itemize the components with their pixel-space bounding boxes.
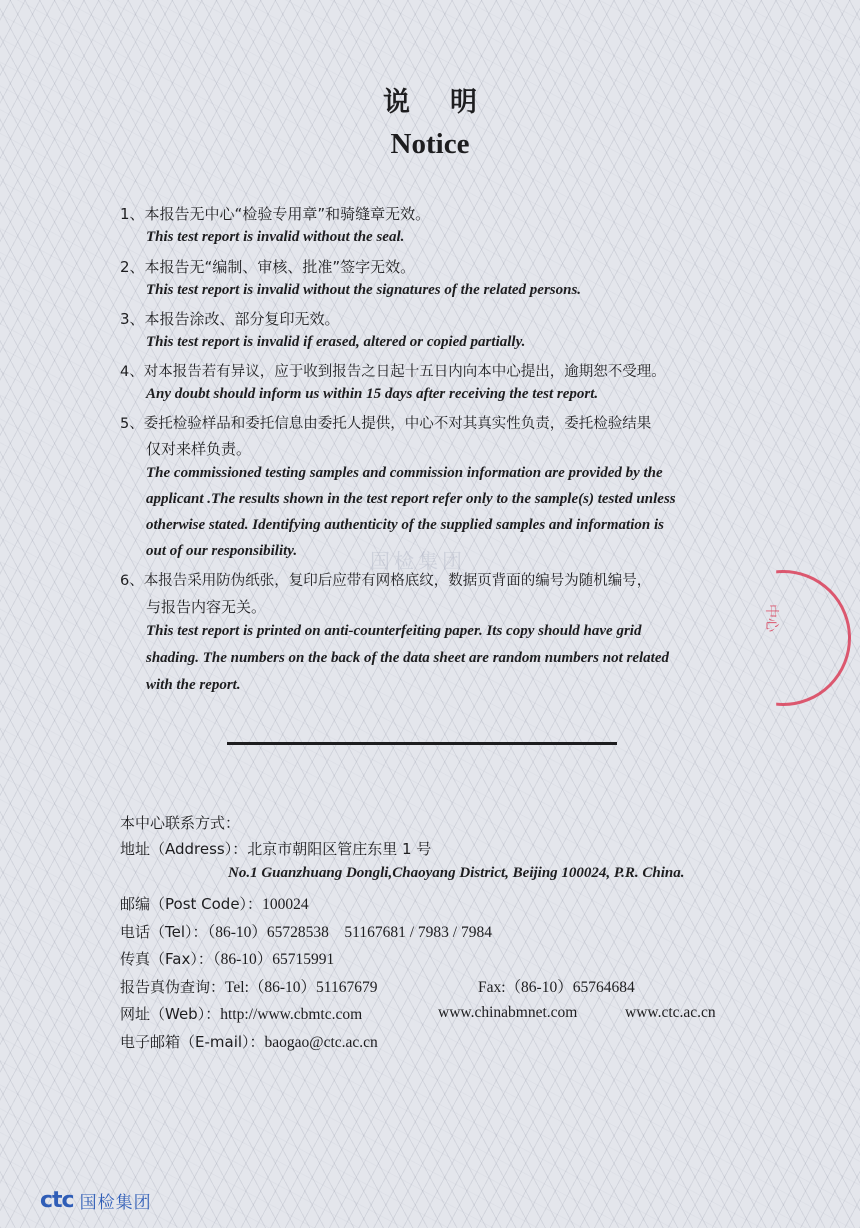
item-6-en-line-3: with the report. <box>146 677 241 693</box>
item-4-en: Any doubt should inform us within 15 days after receiving the test report. <box>146 386 599 402</box>
item-2-cn: 2、本报告无“编制、审核、批准”签字无效。 <box>120 258 416 276</box>
item-5-en-line-1: The commissioned testing samples and commission information are provided by the <box>146 465 663 481</box>
item-6-en-line-1: This test report is printed on anti-counterfeiting paper. Its copy should have grid <box>146 623 642 639</box>
item-1-cn: 1、本报告无中心“检验专用章”和骑缝章无效。 <box>120 205 431 223</box>
watermark: 国检集团 <box>370 549 466 573</box>
divider-line <box>227 742 617 745</box>
item-6-en-line-2: shading. The numbers on the back of the data sheet are random numbers not related <box>146 650 669 666</box>
title-english: Notice <box>390 128 470 160</box>
verify-row <box>120 975 377 997</box>
postcode-label: 邮编（Post Code）： <box>120 895 263 913</box>
address-label: 地址（Address）： <box>120 840 248 858</box>
item-5-cn-line-1: 5、委托检验样品和委托信息由委托人提供，中心不对其真实性负责，委托检验结果 <box>120 416 652 432</box>
web-row <box>120 1003 362 1024</box>
email-row <box>120 1031 378 1052</box>
tel-row <box>120 920 492 942</box>
fax-row <box>120 947 334 969</box>
fax-label: 传真（Fax）： <box>120 950 213 968</box>
item-3-en: This test report is invalid if erased, altered or copied partially. <box>146 334 526 350</box>
web-link-1[interactable]: http://www.cbmtc.com <box>220 1006 363 1023</box>
web-label: 网址（Web）： <box>120 1005 221 1023</box>
item-5-en-line-3: otherwise stated. Identifying authenticity of the supplied samples and information is <box>146 517 664 533</box>
verify-tel: Tel:（86-10）51167679 <box>225 979 378 996</box>
ctc-logo-text: 国检集团 <box>79 1193 152 1213</box>
postcode-value: 100024 <box>262 896 309 913</box>
address-row <box>120 838 431 859</box>
verify-fax-cell <box>478 975 635 997</box>
ctc-logo-mark: ctc <box>40 1188 74 1213</box>
item-3-cn: 3、本报告涂改、部分复印无效。 <box>120 310 340 328</box>
red-seal-stamp <box>715 570 851 706</box>
item-5-cn-line-2: 仅对来样负责。 <box>146 440 252 458</box>
address-en: No.1 Guanzhuang Dongli,Chaoyang District, Beijing 100024, P.R. China. <box>228 865 685 881</box>
tel-value: （86-10）65728538 51167681 / 7983 / 7984 <box>207 924 492 941</box>
item-5-en-line-2: applicant .The results shown in the test report refer only to the sample(s) tested unless <box>146 491 676 507</box>
item-5-en-line-4: out of our responsibility. <box>146 543 298 559</box>
web-link-3[interactable]: www.ctc.ac.cn <box>625 1004 716 1021</box>
seal-text: 中心 <box>763 604 779 632</box>
contact-heading: 本中心联系方式： <box>120 814 241 832</box>
item-6-cn-line-1: 6、本报告采用防伪纸张，复印后应带有网格底纹，数据页背面的编号为随机编号， <box>120 573 652 589</box>
item-4-cn: 4、对本报告若有异议，应于收到报告之日起十五日内向本中心提出，逾期恕不受理。 <box>120 364 666 380</box>
web-link-2[interactable]: www.chinabmnet.com <box>438 1004 578 1021</box>
web-cell-2 <box>438 1003 577 1022</box>
title-chinese: 说明 <box>383 87 517 118</box>
tel-label: 电话（Tel）： <box>120 923 208 941</box>
item-6-cn-line-2: 与报告内容无关。 <box>146 598 267 616</box>
fax-value: （86-10）65715991 <box>212 951 335 968</box>
verify-label: 报告真伪查询： <box>120 978 226 996</box>
verify-fax: Fax:（86-10）65764684 <box>478 979 635 996</box>
postcode-row <box>120 893 309 914</box>
web-cell-3 <box>625 1003 716 1022</box>
email-value[interactable]: baogao@ctc.ac.cn <box>264 1034 378 1051</box>
address-cn: 北京市朝阳区管庄东里 1 号 <box>247 840 432 858</box>
item-2-en: This test report is invalid without the signatures of the related persons. <box>146 282 582 298</box>
email-label: 电子邮箱（E-mail）： <box>120 1033 265 1051</box>
ctc-logo <box>40 1188 152 1213</box>
item-1-en: This test report is invalid without the seal. <box>146 229 405 245</box>
